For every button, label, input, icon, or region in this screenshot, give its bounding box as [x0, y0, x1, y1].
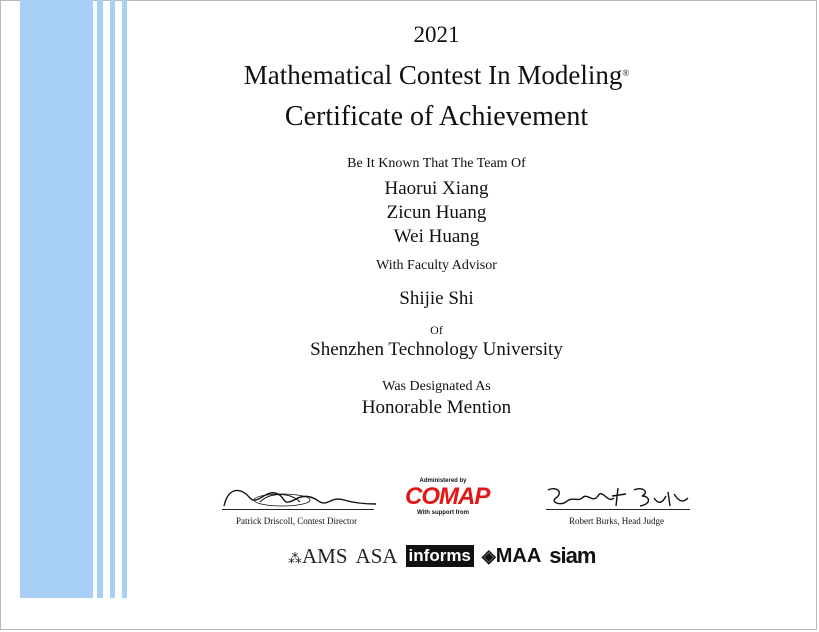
comap-wordmark: COMAP — [405, 483, 490, 510]
team-member: Haorui Xiang — [384, 178, 489, 199]
advisor-label: With Faculty Advisor — [376, 258, 497, 273]
sponsor-logos — [288, 540, 595, 572]
of-label: Of — [430, 323, 443, 337]
director-caption: Patrick Driscoll, Contest Director — [236, 516, 357, 526]
comap-logo — [405, 478, 490, 534]
university-name: Shenzhen Technology University — [310, 339, 563, 360]
director-signature — [220, 484, 380, 512]
designation: Honorable Mention — [361, 397, 512, 418]
team-intro-label: Be It Known That The Team Of — [347, 156, 526, 171]
team-member: Zicun Huang — [386, 202, 487, 223]
contest-name: Mathematical Contest In Modeling — [243, 60, 623, 90]
advisor-name: Shijie Shi — [399, 288, 474, 309]
support-label: With support from — [417, 510, 469, 516]
certificate-year: 2021 — [413, 22, 460, 47]
director-signature-line — [222, 509, 374, 510]
head-judge-caption: Robert Burks, Head Judge — [569, 516, 664, 526]
ams-logo: ⁂AMS — [288, 543, 348, 568]
team-member: Wei Huang — [393, 226, 480, 247]
designated-label: Was Designated As — [382, 379, 491, 394]
asa-logo: ASA — [355, 543, 398, 568]
head-judge-signature-line — [546, 509, 690, 510]
certificate-title: Certificate of Achievement — [284, 101, 589, 132]
administered-by-label: Administered by — [419, 478, 467, 484]
registered-mark: ® — [622, 68, 630, 78]
contest-title — [27, 60, 819, 91]
maa-logo: ◈MAA — [481, 544, 542, 567]
informs-logo: informs — [406, 545, 474, 567]
siam-logo: siam — [549, 543, 596, 568]
